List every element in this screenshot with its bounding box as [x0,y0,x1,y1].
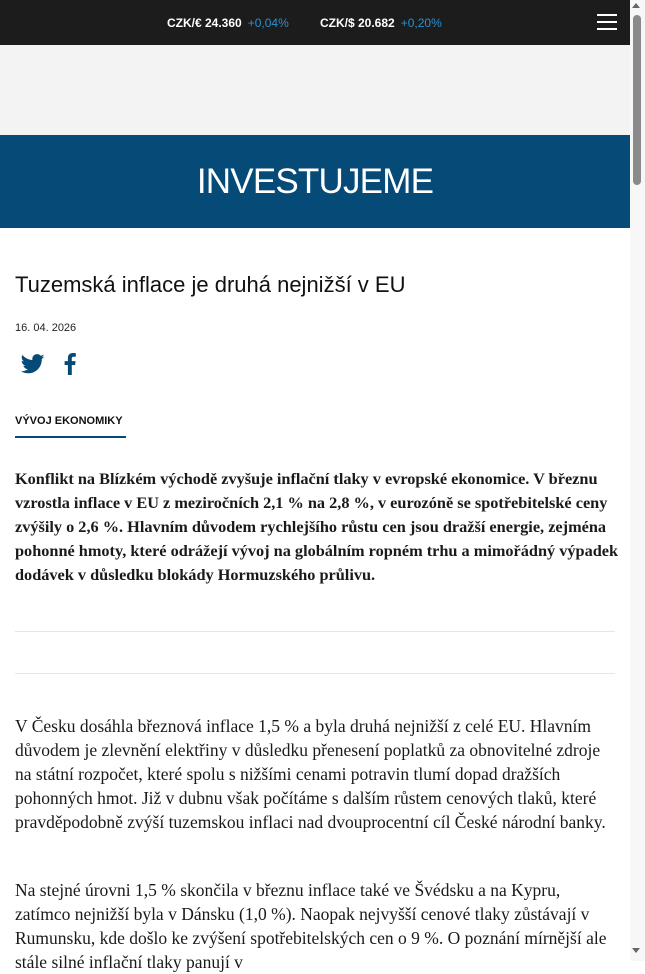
hamburger-menu-icon[interactable] [597,14,617,31]
currency-rate-eur-change: +0,04% [247,16,289,30]
article-date: 16. 04. 2026 [15,322,77,334]
brand-logo[interactable]: INVESTUJEME [196,162,434,201]
currency-rate-eur [167,16,289,30]
facebook-icon[interactable] [63,353,77,375]
ad-space [0,45,630,135]
currency-rate-eur-label: CZK/€ 24.360 [167,16,242,30]
category-link[interactable]: VÝVOJ EKONOMIKY [15,415,123,427]
article-paragraph: Na stejné úrovni 1,5 % skončila v březnu inflace také ve Švédsku a na Kypru, zatímco nejnižší byla v Dánsku (1,0 %). Naopak nejvyšší cenové tlaky zůstávají v Rumunsku, kde došlo ke zvýšení spotřebitelských cen o 9 %. O poznání mírnější ale stále silné inflační tlaky panují v [15,880,607,972]
category-underline [15,436,126,438]
scrollbar-thumb[interactable] [633,15,641,185]
scroll-up-arrow-icon[interactable] [632,3,640,8]
scroll-down-arrow-icon[interactable] [632,948,640,953]
top-bar [0,0,630,45]
currency-rate-usd [320,16,442,30]
article-lead: Konflikt na Blízkém východě zvyšuje inflační tlaky v evropské ekonomice. V březnu vzrostla inflace v EU z meziročních 2,1 % na 2,8 %, v eurozóně se spotřebitelské ceny zvýšily o 2,6 %. Hlavním důvodem rychlejšího růstu cen jsou dražší energie, zejména pohonné hmoty, které odrážejí vývoj na globálním ropném trhu a mimořádný výpadek dodávek v důsledku blokády Hormuzského průlivu. [15,469,619,584]
currency-rate-usd-label: CZK/$ 20.682 [320,16,395,30]
currency-rate-usd-change: +0,20% [400,16,442,30]
twitter-icon[interactable] [21,353,45,375]
divider [15,631,615,632]
article-paragraph: V Česku dosáhla březnová inflace 1,5 % a byla druhá nejnižší z celé EU. Hlavním důvodem je zlevnění elektřiny v důsledku přenesení poplatků za obnovitelné zdroje na státní rozpočet, které spolu s nižšími cenami potravin tlumí dopad dražších pohonných hmot. Již v dubnu však počítáme s dalším růstem cenových tlaků, které pravděpodobně zvýší tuzemskou inflaci nad dvouprocentní cíl České národní banky. [15,716,606,832]
divider [15,673,615,674]
article-title: Tuzemská inflace je druhá nejnižší v EU [15,272,406,297]
